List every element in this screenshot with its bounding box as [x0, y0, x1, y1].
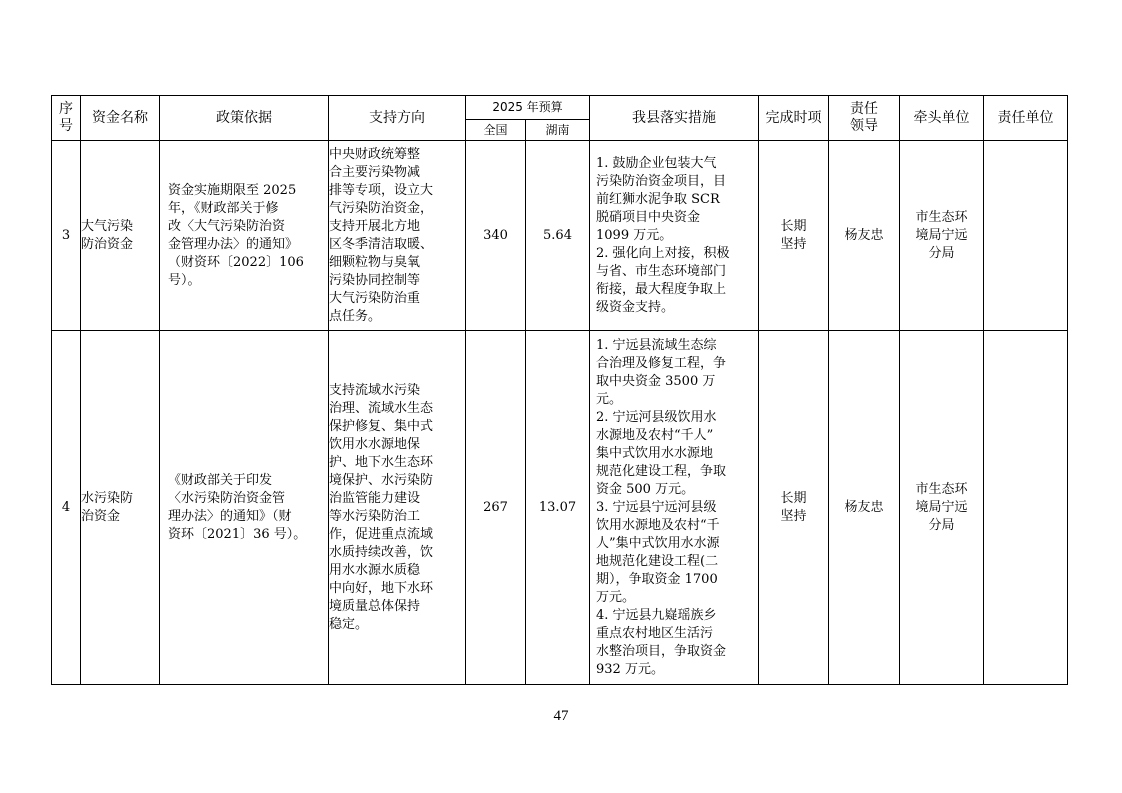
- cell-direction: 支持流域水污染 治理、流域水生态 保护修复、集中式 饮用水水源地保 护、地下水生态环 境保护、水污染防 治监管能力建设 等水污染防治工 作，促进重点流域 水质持续改善，饮 用水水源水质稳 中向好，地下水环 境质量总体保持 稳定。: [329, 331, 466, 685]
- header-measures: 我县落实措施: [590, 96, 759, 141]
- cell-resp-unit: [984, 331, 1068, 685]
- cell-seq: 3: [52, 141, 81, 331]
- cell-policy-text: 《财政部关于印发 〈水污染防治资金管 理办法〉的通知》（财 资环〔2021〕36 号）。: [168, 472, 307, 542]
- cell-direction: 中央财政统筹整 合主要污染物减 排等专项，设立大 气污染防治资金， 支持开展北方地 区冬季清洁取暖、 细颗粒物与臭氧 污染协同控制等 大气污染防治重 点任务。: [329, 141, 466, 331]
- cell-leader: 杨友忠: [829, 141, 900, 331]
- header-resp-unit: 责任单位: [984, 96, 1068, 141]
- cell-measures-text: 1. 宁远县流域生态综 合治理及修复工程，争 取中央资金 3500 万 元。 2. 宁远河县级饮用水 水源地及农村“千人” 集中式饮用水水源地 规范化建设工程，争取 资金 500 万元。 3. 宁远县宁远河县级 饮用水源地及农村“千 人”集中式饮用水水源 地规范化建设工程(二 期），争取资金 1700 万元。 4. 宁远县九嶷瑶族乡 重点农村地区生活污 水整治项目，争取资金 932 万元。: [596, 337, 727, 677]
- funds-table: [51, 95, 1068, 685]
- header-fund-name: 资金名称: [81, 96, 160, 141]
- cell-deadline: 长期 坚持: [759, 331, 829, 685]
- header-row-1: [52, 96, 1068, 120]
- cell-national: 267: [466, 331, 526, 685]
- cell-measures: [590, 331, 759, 685]
- cell-measures-text: 1. 鼓励企业包装大气 污染防治资金项目，目 前红狮水泥争取 SCR 脱硝项目中央资金 1099 万元。 2. 强化向上对接，积极 与省、市生态环境部门 衔接，最大程度争取上 级资金支持。: [596, 155, 730, 315]
- page-number: 47: [553, 708, 569, 724]
- cell-leader: 杨友忠: [829, 331, 900, 685]
- cell-measures: [590, 141, 759, 331]
- cell-fund-name: 大气污染 防治资金: [81, 141, 160, 331]
- cell-policy: [160, 141, 329, 331]
- cell-fund-name: 水污染防 治资金: [81, 331, 160, 685]
- cell-deadline: 长期 坚持: [759, 141, 829, 331]
- header-direction: 支持方向: [329, 96, 466, 141]
- header-hunan: 湖南: [526, 120, 590, 141]
- header-national: 全国: [466, 120, 526, 141]
- cell-lead-unit: 市生态环 境局宁远 分局: [900, 141, 984, 331]
- header-budget: 2025 年预算: [466, 96, 590, 120]
- cell-seq: 4: [52, 331, 81, 685]
- cell-hunan: 13.07: [526, 331, 590, 685]
- header-leader: 责任 领导: [829, 96, 900, 141]
- header-policy: 政策依据: [160, 96, 329, 141]
- cell-hunan: 5.64: [526, 141, 590, 331]
- header-deadline: 完成时项: [759, 96, 829, 141]
- table-row: [52, 141, 1068, 331]
- cell-national: 340: [466, 141, 526, 331]
- cell-resp-unit: [984, 141, 1068, 331]
- header-lead-unit: 牵头单位: [900, 96, 984, 141]
- table-row: [52, 331, 1068, 685]
- header-seq: 序 号: [52, 96, 81, 141]
- cell-lead-unit: 市生态环 境局宁远 分局: [900, 331, 984, 685]
- cell-policy: [160, 331, 329, 685]
- cell-policy-text: 资金实施期限至 2025 年，《财政部关于修 改〈大气污染防治资 金管理办法〉的通知》 （财资环〔2022〕106 号）。: [168, 182, 304, 288]
